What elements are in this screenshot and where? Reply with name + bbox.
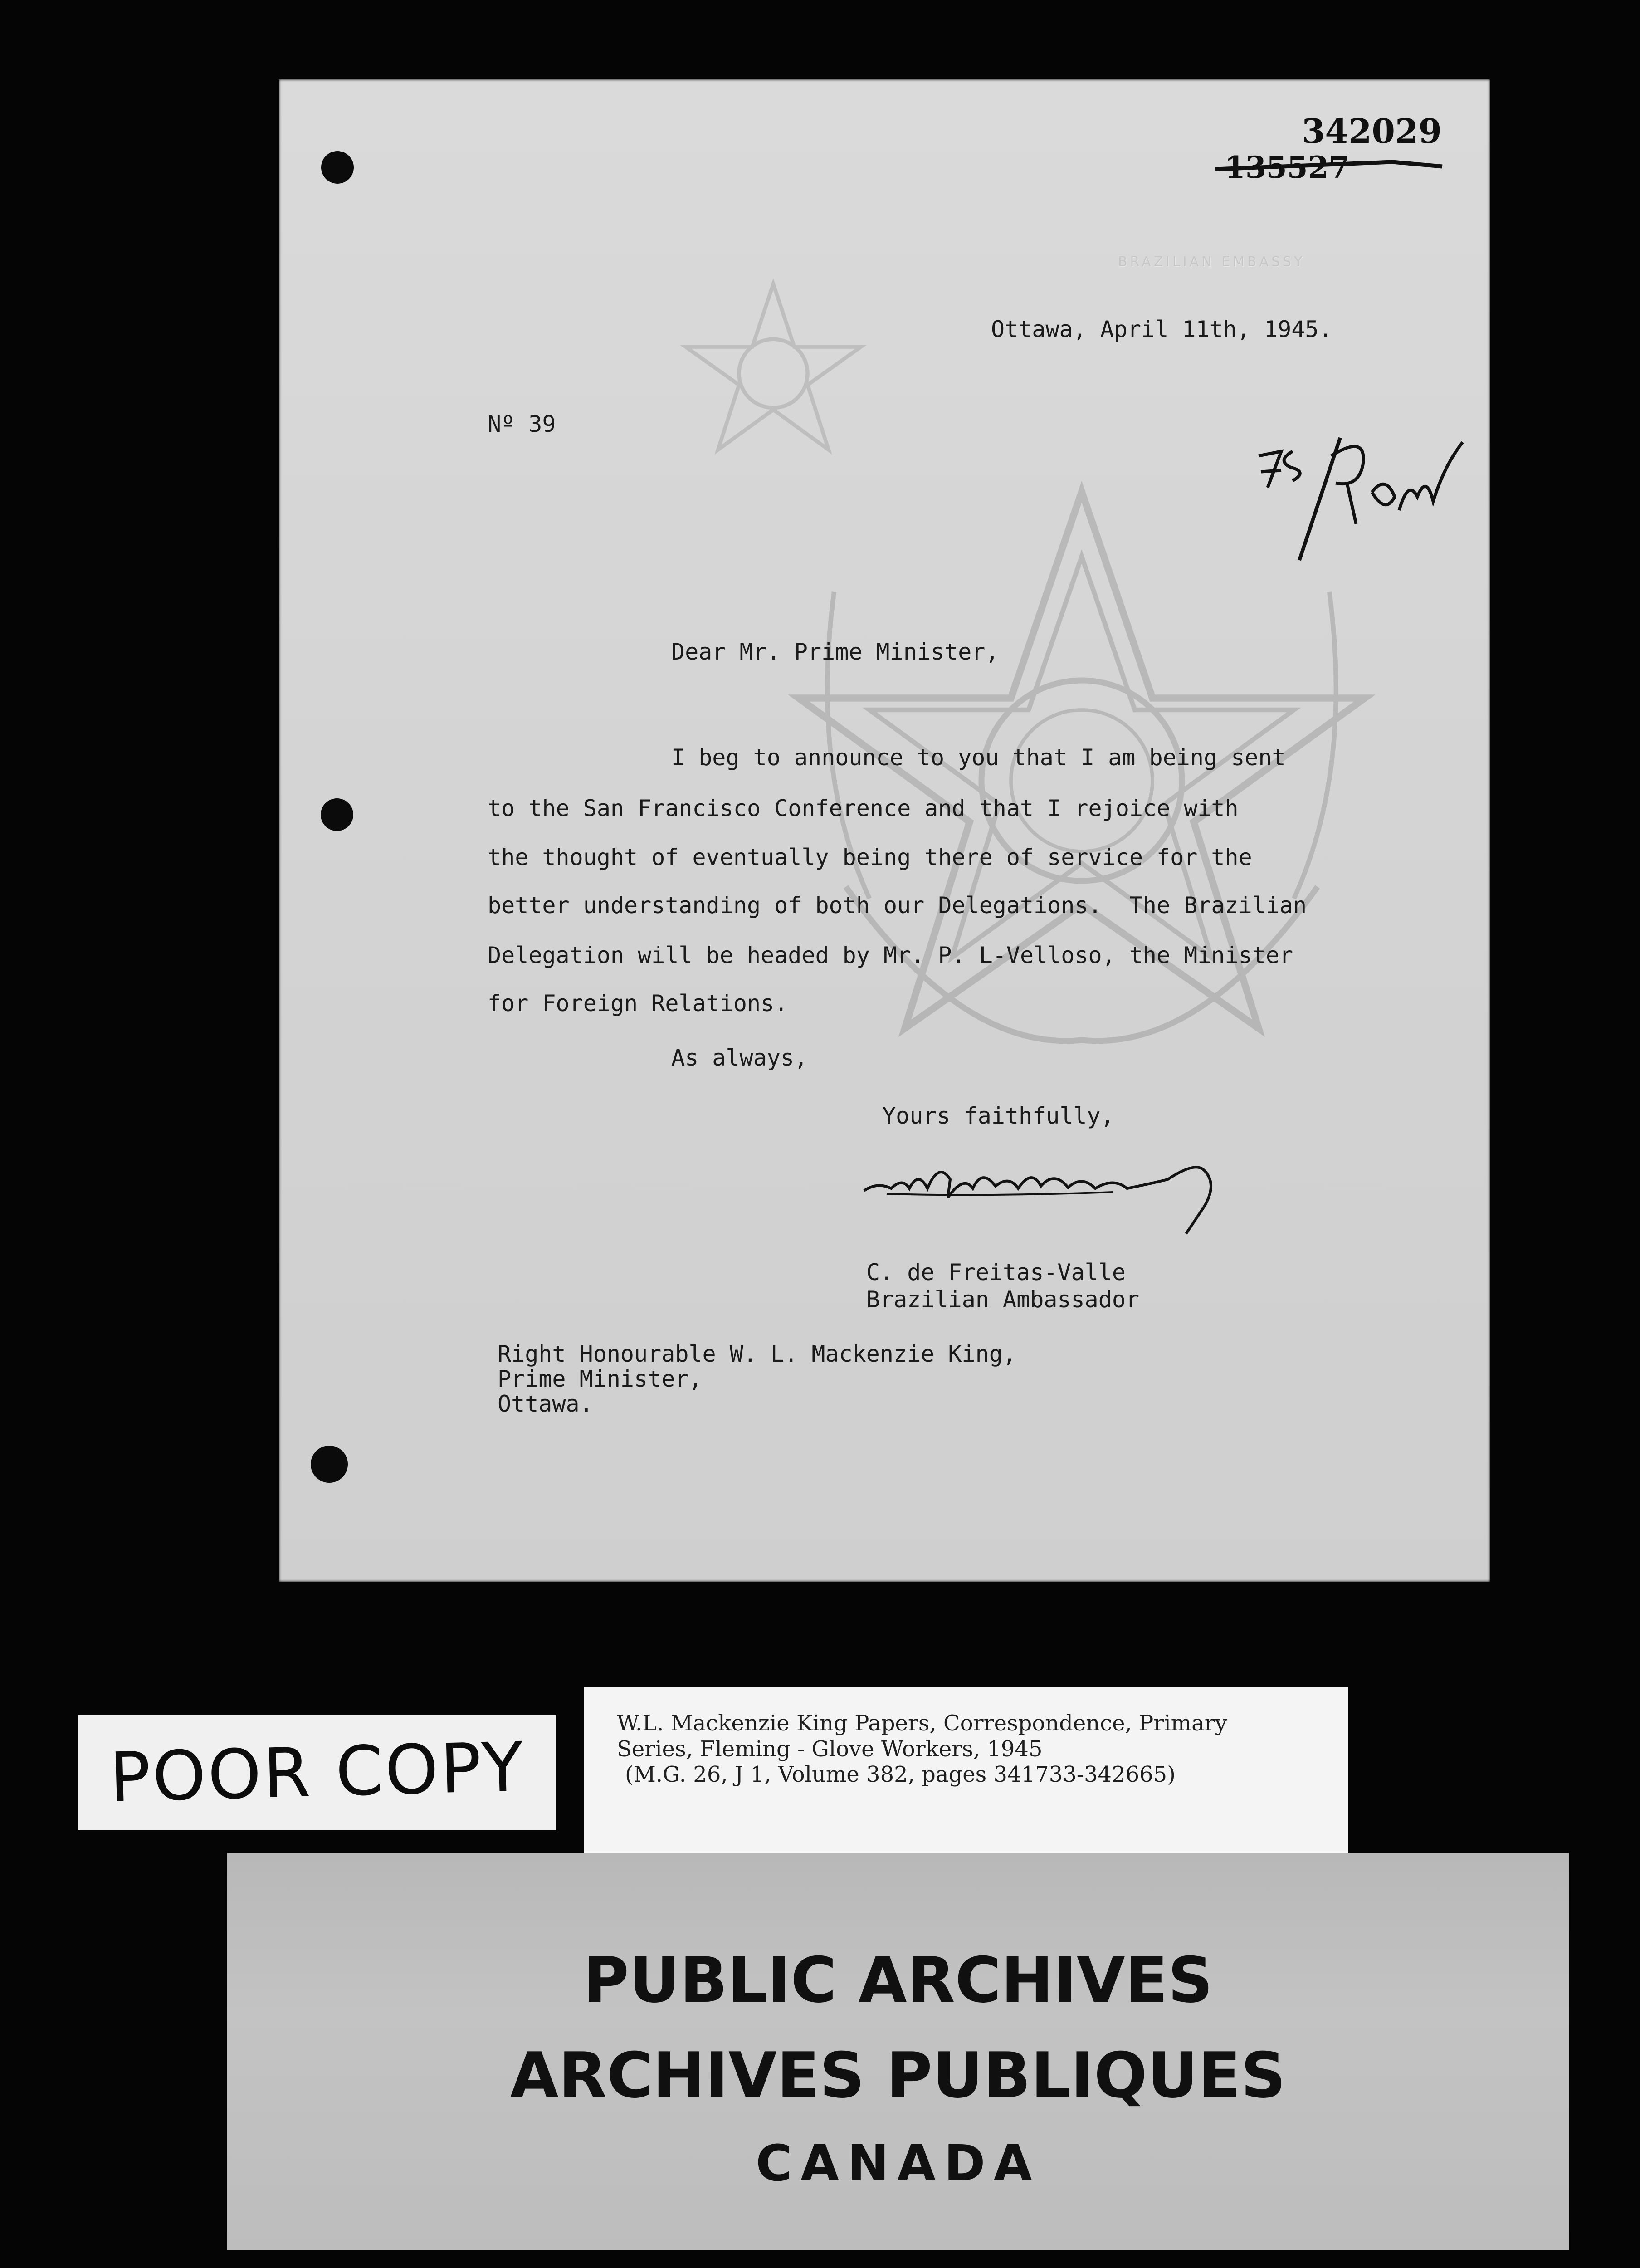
banner-line-archives-publiques: ARCHIVES PUBLIQUES bbox=[510, 2039, 1286, 2112]
body-line-6: for Foreign Relations. bbox=[488, 990, 788, 1017]
reference-number: Nº 39 bbox=[488, 411, 556, 437]
signature-drawing bbox=[859, 1143, 1268, 1261]
handwritten-note-drawing bbox=[1250, 424, 1494, 642]
closing: Yours faithfully, bbox=[882, 1103, 1114, 1129]
signature-text bbox=[859, 1143, 860, 1144]
archive-banner bbox=[227, 1853, 1569, 2250]
letterhead-embossed: BRAZILIAN EMBASSY bbox=[1118, 254, 1305, 270]
signer-name: C. de Freitas-Valle bbox=[866, 1259, 1126, 1286]
signature bbox=[859, 1143, 1268, 1261]
citation-line-3: (M.G. 26, J 1, Volume 382, pages 341733-342665) bbox=[625, 1762, 1176, 1787]
recipient-line-1: Right Honourable W. L. Mackenzie King, bbox=[498, 1341, 1016, 1367]
body-line-5: Delegation will be headed by Mr. P. L-Velloso, the Minister bbox=[488, 942, 1293, 968]
old-file-number: 135527 bbox=[1225, 150, 1350, 185]
body-line-4: better understanding of both our Delegations. The Brazilian bbox=[488, 892, 1307, 919]
banner-line-public-archives: PUBLIC ARCHIVES bbox=[583, 1944, 1213, 2017]
handwritten-note bbox=[1250, 424, 1494, 642]
recipient-line-2: Prime Minister, bbox=[498, 1366, 703, 1392]
strike-through-mark bbox=[1213, 147, 1449, 184]
body-line-1: I beg to announce to you that I am being sent bbox=[671, 744, 1286, 771]
date-line: Ottawa, April 11th, 1945. bbox=[991, 316, 1332, 342]
poor-copy-text: POOR COPY bbox=[108, 1727, 526, 1818]
punch-hole-middle bbox=[321, 798, 353, 831]
salutation: Dear Mr. Prime Minister, bbox=[671, 639, 999, 665]
punch-hole-top bbox=[321, 151, 354, 184]
citation-line-1: W.L. Mackenzie King Papers, Correspondence, Primary bbox=[617, 1711, 1227, 1736]
letter-page bbox=[279, 79, 1490, 1582]
citation-label bbox=[584, 1687, 1348, 1860]
poor-copy-label bbox=[78, 1715, 556, 1830]
citation-line-2: Series, Fleming - Glove Workers, 1945 bbox=[617, 1736, 1043, 1762]
file-number: 342029 bbox=[1302, 112, 1442, 151]
punch-hole-bottom bbox=[311, 1446, 348, 1483]
body-line-2: to the San Francisco Conference and that I rejoice with bbox=[488, 795, 1239, 821]
body-line-3: the thought of eventually being there of service for the bbox=[488, 844, 1252, 870]
banner-line-canada: CANADA bbox=[756, 2134, 1040, 2192]
recipient-line-3: Ottawa. bbox=[498, 1391, 593, 1417]
signer-title: Brazilian Ambassador bbox=[866, 1286, 1140, 1313]
crest-small-watermark bbox=[678, 274, 869, 465]
as-always: As always, bbox=[671, 1045, 808, 1071]
